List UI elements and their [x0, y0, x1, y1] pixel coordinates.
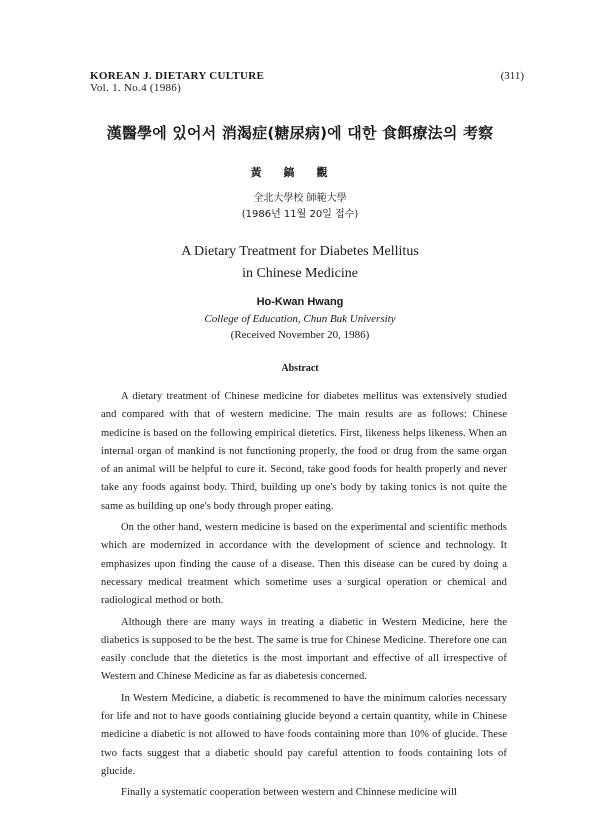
english-title-line-1: A Dietary Treatment for Diabetes Mellitus — [181, 244, 419, 259]
english-author: Ho-Kwan Hwang — [256, 296, 344, 308]
abstract-paragraph: A dietary treatment of Chinese medicine for diabetes mellitus was extensively studied and compared with that of western medicine. The main results are as follows: Chinese medicine is based on the following empirical dietetics. First, likeness helps likeness. When an internal organ of mankind is not functioning properly, the food or drug from the same organ of an animal will be helpful to cure it. Second, take good foods for health properly and never take any foods against body. Third, building up one's body by taking tonics is not quite the same as building up one's body through proper eating. — [101, 391, 507, 512]
journal-volume: Vol. 1. No.4 (1986) — [90, 82, 182, 94]
english-received-date: (Received November 20, 1986) — [230, 329, 370, 341]
abstract-body — [101, 388, 507, 806]
abstract-paragraph: On the other hand, western medicine is based on the experimental and scientific methods which are modernized in accordance with the development of science and technology. It emphasizes upon finding the cause of a disease. Then this disease can be cured by doing a necessary medical treatment which sometime uses a surgical operation or chemical and radiological method or both. — [101, 522, 507, 607]
korean-title: 漢醫學에 있어서 消渴症(糖尿病)에 대한 食餌療法의 考察 — [106, 124, 494, 142]
korean-author: 黃鎬觀 — [250, 166, 350, 179]
korean-affiliation: 全北大學校 師範大學 — [253, 193, 347, 204]
abstract-heading: Abstract — [281, 363, 319, 374]
english-title — [0, 241, 600, 285]
page-number: (311) — [500, 70, 524, 82]
abstract-paragraph: Although there are many ways in treating a diabetic in Western Medicine, here the diabetics is supposed to be the best. The same is true for Chinese Medicine. Therefore one can easily conclude that the dietetics is the most important and effective of all irrespective of Western and Chinese Medicine as far as diabetesis concerned. — [101, 616, 507, 683]
abstract-paragraph: Finally a systematic cooperation between western and Chinnese medicine will — [121, 787, 458, 799]
journal-header — [90, 70, 264, 94]
journal-name: KOREAN J. DIETARY CULTURE — [90, 70, 265, 82]
english-title-line-2: in Chinese Medicine — [242, 266, 358, 281]
korean-received-date: (1986년 11월 20일 접수) — [241, 209, 359, 220]
english-affiliation: College of Education, Chun Buk University — [204, 313, 396, 325]
abstract-paragraph: In Western Medicine, a diabetic is recommened to have the minimum calories necessary for life and not to have goods contiaining glucide beyond a certain quantity, while in Chinese medicine a diabetic is not allowed to have foods containing more than 10% of glucide. These two facts suggest that a diabetic should pay careful attention to foods containing lots of glucide. — [101, 692, 507, 777]
